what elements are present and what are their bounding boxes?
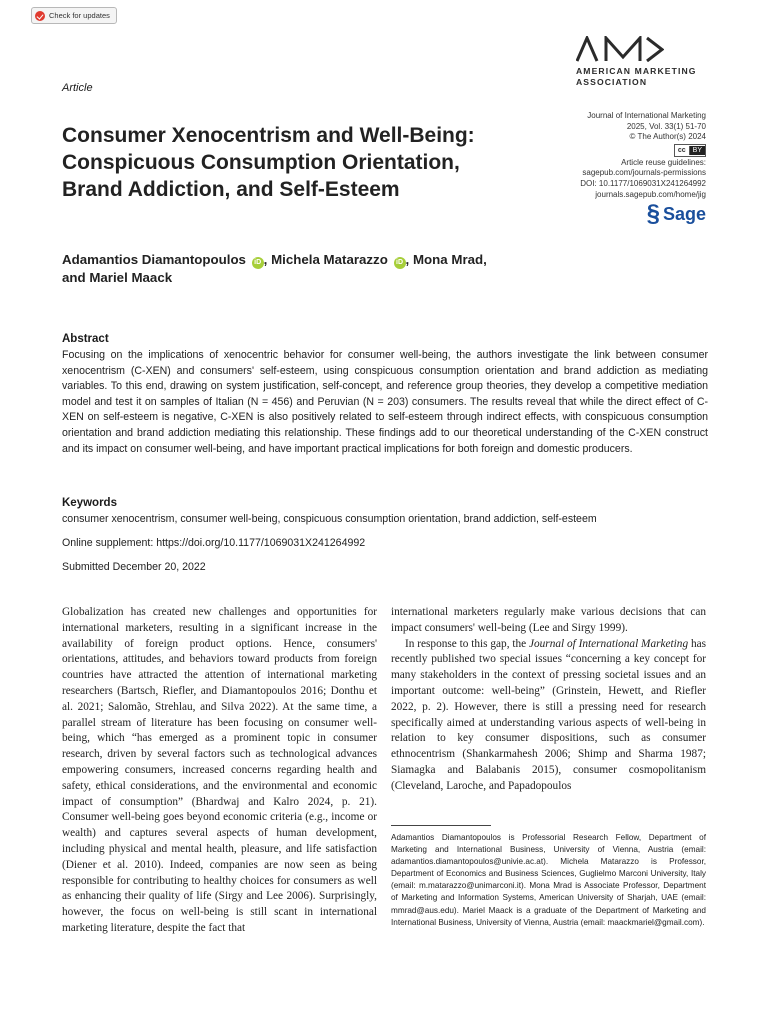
author-2: Michela Matarazzo [271, 252, 388, 267]
body-column-right [391, 605, 706, 795]
journal-home-link[interactable]: journals.sagepub.com/home/jig [595, 189, 706, 199]
author-4: and Mariel Maack [62, 270, 173, 285]
reuse-label: Article reuse guidelines: [621, 157, 706, 167]
footnote-divider [391, 825, 491, 826]
sage-logo [506, 200, 706, 228]
author-separator: , [263, 252, 268, 267]
journal-meta [506, 111, 706, 228]
reuse-link[interactable]: sagepub.com/journals-permissions [582, 168, 706, 178]
journal-name-italic: Journal of International Marketing [529, 637, 689, 650]
sage-s-icon: § [646, 200, 660, 228]
article-type-label: Article [62, 82, 93, 94]
body-paragraph: Globalization has created new challenges and opportunities for international marketers, resulting in a significant increase in the availability of foreign product options. Hence, consumers' orientations, attitudes, and behaviors toward products from foreign countries have attracted the attention of international marketing researchers (Bartsch, Riefler, and Diamantopoulos 2016; Donthu et al. 2021; Salomão, Strehlau, and Silva 2022). At the same time, a parallel stream of literature has been focusing on consumer well-being, which “has emerged as a prominent topic in consumer research, driven by several factors such as technological advances empowering consumers, increased concerns regarding health and safety, ethical considerations, and the environmental and economic impact of consumption” (Bhardwaj and Kalro 2024, p. 21). Consumer well-being goes beyond economic criteria (e.g., income or wealth) and captures several aspects of human development, including physical and mental health, pleasure, and life satisfaction (Diener et al. 2010). Indeed, companies are now seen as being responsible for contributing to healthy choices for consumers as well as enhancing their quality of life (Sirgy and Lee 2006). Surprisingly, however, the focus on well-being is still scant in international marketing literature, despite the fact that [62, 606, 377, 934]
submitted-date: Submitted December 20, 2022 [62, 561, 206, 573]
check-for-updates-label: Check for updates [49, 11, 110, 20]
article-title [62, 122, 562, 203]
orcid-icon[interactable]: iD [394, 257, 406, 269]
keywords-text: consumer xenocentrism, consumer well-being, conspicuous consumption orientation, brand addiction, self-esteem [62, 513, 597, 525]
body-text-segment: has recently published two special issues “concerning a key concept for many stakeholders in the context of pressing societal issues and an important outcome: well-being” (Grinstein, Hewett, and Riefler 2022, p. 2). However, there is still a pressing need for research specifically aimed at understanding various aspects of well-being in relation to key consumer dispositions, such as consumer ethnocentrism (Shankarmahesh 2006; Shimp and Sharma 1987; Siamagka and Balabanis 2015), consumer cosmopolitanism (Cleveland, Laroche, and Papadopoulos [391, 637, 707, 792]
body-text-segment: In response to this gap, the [405, 637, 529, 650]
doi[interactable]: DOI: 10.1177/1069031X241264992 [580, 178, 706, 188]
sage-wordmark: Sage [662, 204, 706, 225]
abstract-heading: Abstract [62, 333, 109, 345]
title-line-1: Consumer Xenocentrism and Well-Being: [62, 124, 475, 147]
body-column-left [62, 605, 377, 937]
ama-mark-icon [576, 36, 664, 62]
author-separator: , [405, 252, 410, 267]
ama-wordmark-line2: ASSOCIATION [576, 77, 648, 87]
check-for-updates-button[interactable] [31, 7, 117, 24]
ama-wordmark-line1: AMERICAN MARKETING [576, 66, 697, 76]
cc-by-icon[interactable] [674, 144, 706, 157]
cc-label: cc [675, 146, 690, 155]
copyright: © The Author(s) 2024 [629, 132, 706, 142]
online-supplement-link[interactable]: Online supplement: https://doi.org/10.1177/1069031X241264992 [62, 537, 366, 549]
title-line-3: Brand Addiction, and Self-Esteem [62, 178, 400, 201]
by-label: BY [690, 146, 705, 155]
author-1: Adamantios Diamantopoulos [62, 252, 246, 267]
keywords-heading: Keywords [62, 497, 117, 509]
orcid-icon[interactable]: iD [252, 257, 264, 269]
author-list [62, 251, 582, 287]
license-badge [506, 143, 706, 158]
crossmark-icon [35, 11, 45, 21]
abstract-text: Focusing on the implications of xenocentric behavior for consumer well-being, the authors investigate the link between consumer xenocentrism (C-XEN) and consumers' self-esteem, using conspicuous consumption orientation and brand addiction as mediating variables. To this end, drawing on system justification, self-concept, and reference group theories, they develop a competitive mediation model and test it on samples of Italian (N = 456) and Peruvian (N = 203) consumers. The results reveal that while the direct effect of C-XEN on self-esteem is negative, C-XEN is also positively related to self-esteem through indirect effects, with conspicuous consumption orientation and brand addiction mediating this relationship. These findings add to our theoretical understanding of the C-XEN construct and its impact on consumer well-being, and have important practical implications for both foreign and domestic producers. [62, 349, 708, 455]
title-line-2: Conspicuous Consumption Orientation, [62, 151, 460, 174]
body-paragraph [391, 637, 706, 795]
ama-wordmark [576, 66, 708, 88]
journal-volume: 2025, Vol. 33(1) 51-70 [626, 121, 706, 131]
author-3: Mona Mrad, [412, 252, 487, 267]
ama-logo [576, 36, 708, 88]
author-affiliations-footnote: Adamantios Diamantopoulos is Professorial Research Fellow, Department of Marketing and International Business, University of Vienna, Austria (email: adamantios.diamantopoulos@univie.ac.at). Michela Matarazzo is Professor, Department of Economics and Business Sciences, Guglielmo Marconi University, Italy (email: m.matarazzo@unimarconi.it). Mona Mrad is Associate Professor, Department of Marketing and Information Systems, American University of Sharjah, UAE (email: mmrad@aus.edu). Mariel Maack is a graduate of the Department of Marketing and International Business, University of Vienna, Austria (email: maackmariel@gmail.com). [391, 833, 706, 927]
journal-name: Journal of International Marketing [587, 111, 706, 120]
body-paragraph: international marketers regularly make various decisions that can impact consumers' well-being (Lee and Sirgy 1999). [391, 606, 706, 634]
